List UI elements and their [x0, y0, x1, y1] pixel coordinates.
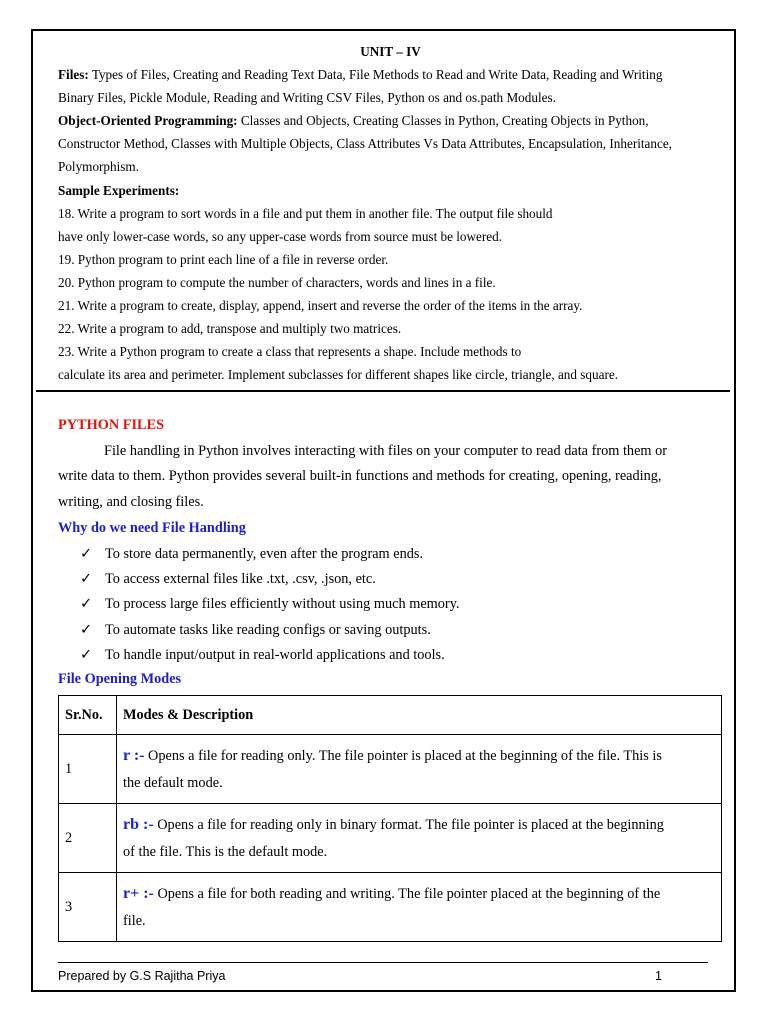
list-item: ✓ To process large files efficiently without using much memory.	[58, 592, 723, 617]
column-header-srno: Sr.No.	[59, 696, 117, 735]
oop-topics-line-3: Polymorphism.	[58, 159, 139, 175]
section-divider	[36, 390, 730, 392]
sr-number: 3	[59, 873, 117, 942]
footer-author: Prepared by G.S Rajitha Priya	[58, 969, 226, 983]
oop-topics-line-2: Constructor Method, Classes with Multiple Objects, Class Attributes Vs Data Attributes, Encapsulation, Inheritance,	[58, 136, 672, 152]
syllabus-block	[58, 40, 723, 386]
list-item: ✓ To automate tasks like reading configs or saving outputs.	[58, 618, 723, 643]
mode-description: rb :- Opens a file for reading only in binary format. The file pointer is placed at the beginning of the file. This is the default mode.	[117, 804, 722, 873]
oop-topics-line-1: Object-Oriented Programming: Classes and Objects, Creating Classes in Python, Creating Objects in Python,	[58, 113, 649, 129]
column-header-modes: Modes & Description	[117, 696, 722, 735]
experiment-line: 21. Write a program to create, display, append, insert and reverse the order of the items in the array.	[58, 298, 583, 314]
list-item: ✓ To access external files like .txt, .csv, .json, etc.	[58, 567, 723, 592]
sr-number: 1	[59, 735, 117, 804]
checkmark-icon: ✓	[80, 621, 92, 638]
sample-experiments-label: Sample Experiments:	[58, 182, 180, 198]
intro-paragraph: File handling in Python involves interacting with files on your computer to read data from them or write data to them. Python provides several built-in functions and methods for creating, opening, reading, writing, and closing files.	[58, 443, 668, 510]
table-row	[59, 873, 722, 942]
sr-number: 2	[59, 804, 117, 873]
table-header-row	[59, 696, 722, 735]
reasons-list	[58, 542, 723, 668]
footer-rule	[58, 962, 708, 963]
experiment-line: calculate its area and perimeter. Implement subclasses for different shapes like circle, triangle, and square.	[58, 367, 618, 383]
files-label: Files:	[58, 67, 89, 83]
files-topics-line-2: Binary Files, Pickle Module, Reading and Writing CSV Files, Python os and os.path Modules.	[58, 90, 556, 106]
table-row	[59, 735, 722, 804]
list-item: ✓ To store data permanently, even after the program ends.	[58, 542, 723, 567]
file-modes-table	[58, 695, 722, 942]
table-row	[59, 804, 722, 873]
experiment-line: 22. Write a program to add, transpose and multiply two matrices.	[58, 321, 402, 337]
mode-code: r+ :-	[123, 884, 154, 902]
mode-code: r :-	[123, 746, 145, 764]
python-files-section	[58, 414, 723, 690]
why-file-handling-heading: Why do we need File Handling	[58, 519, 246, 536]
unit-title: UNIT – IV	[360, 44, 421, 59]
section-title: PYTHON FILES	[58, 417, 165, 433]
checkmark-icon: ✓	[80, 571, 92, 588]
checkmark-icon: ✓	[80, 596, 92, 613]
checkmark-icon: ✓	[80, 646, 92, 663]
mode-description: r :- Opens a file for reading only. The file pointer is placed at the beginning of the file. This is the default mode.	[117, 735, 722, 804]
checkmark-icon: ✓	[80, 545, 92, 562]
files-topics-line-1: Files: Types of Files, Creating and Reading Text Data, File Methods to Read and Write Data, Reading and Writing	[58, 67, 663, 83]
page-footer	[58, 969, 708, 983]
page-number: 1	[655, 969, 662, 983]
experiment-line: have only lower-case words, so any upper-case words from source must be lowered.	[58, 228, 503, 244]
mode-description: r+ :- Opens a file for both reading and writing. The file pointer placed at the beginning of the file.	[117, 873, 722, 942]
file-opening-modes-heading: File Opening Modes	[58, 670, 182, 687]
list-item: ✓ To handle input/output in real-world applications and tools.	[58, 643, 723, 668]
oop-label: Object-Oriented Programming:	[58, 113, 238, 129]
experiment-line: 18. Write a program to sort words in a file and put them in another file. The output file should	[58, 205, 553, 221]
mode-code: rb :-	[123, 815, 154, 833]
experiment-line: 20. Python program to compute the number of characters, words and lines in a file.	[58, 274, 496, 290]
experiment-line: 19. Python program to print each line of a file in reverse order.	[58, 251, 389, 267]
experiment-line: 23. Write a Python program to create a class that represents a shape. Include methods to	[58, 344, 522, 360]
